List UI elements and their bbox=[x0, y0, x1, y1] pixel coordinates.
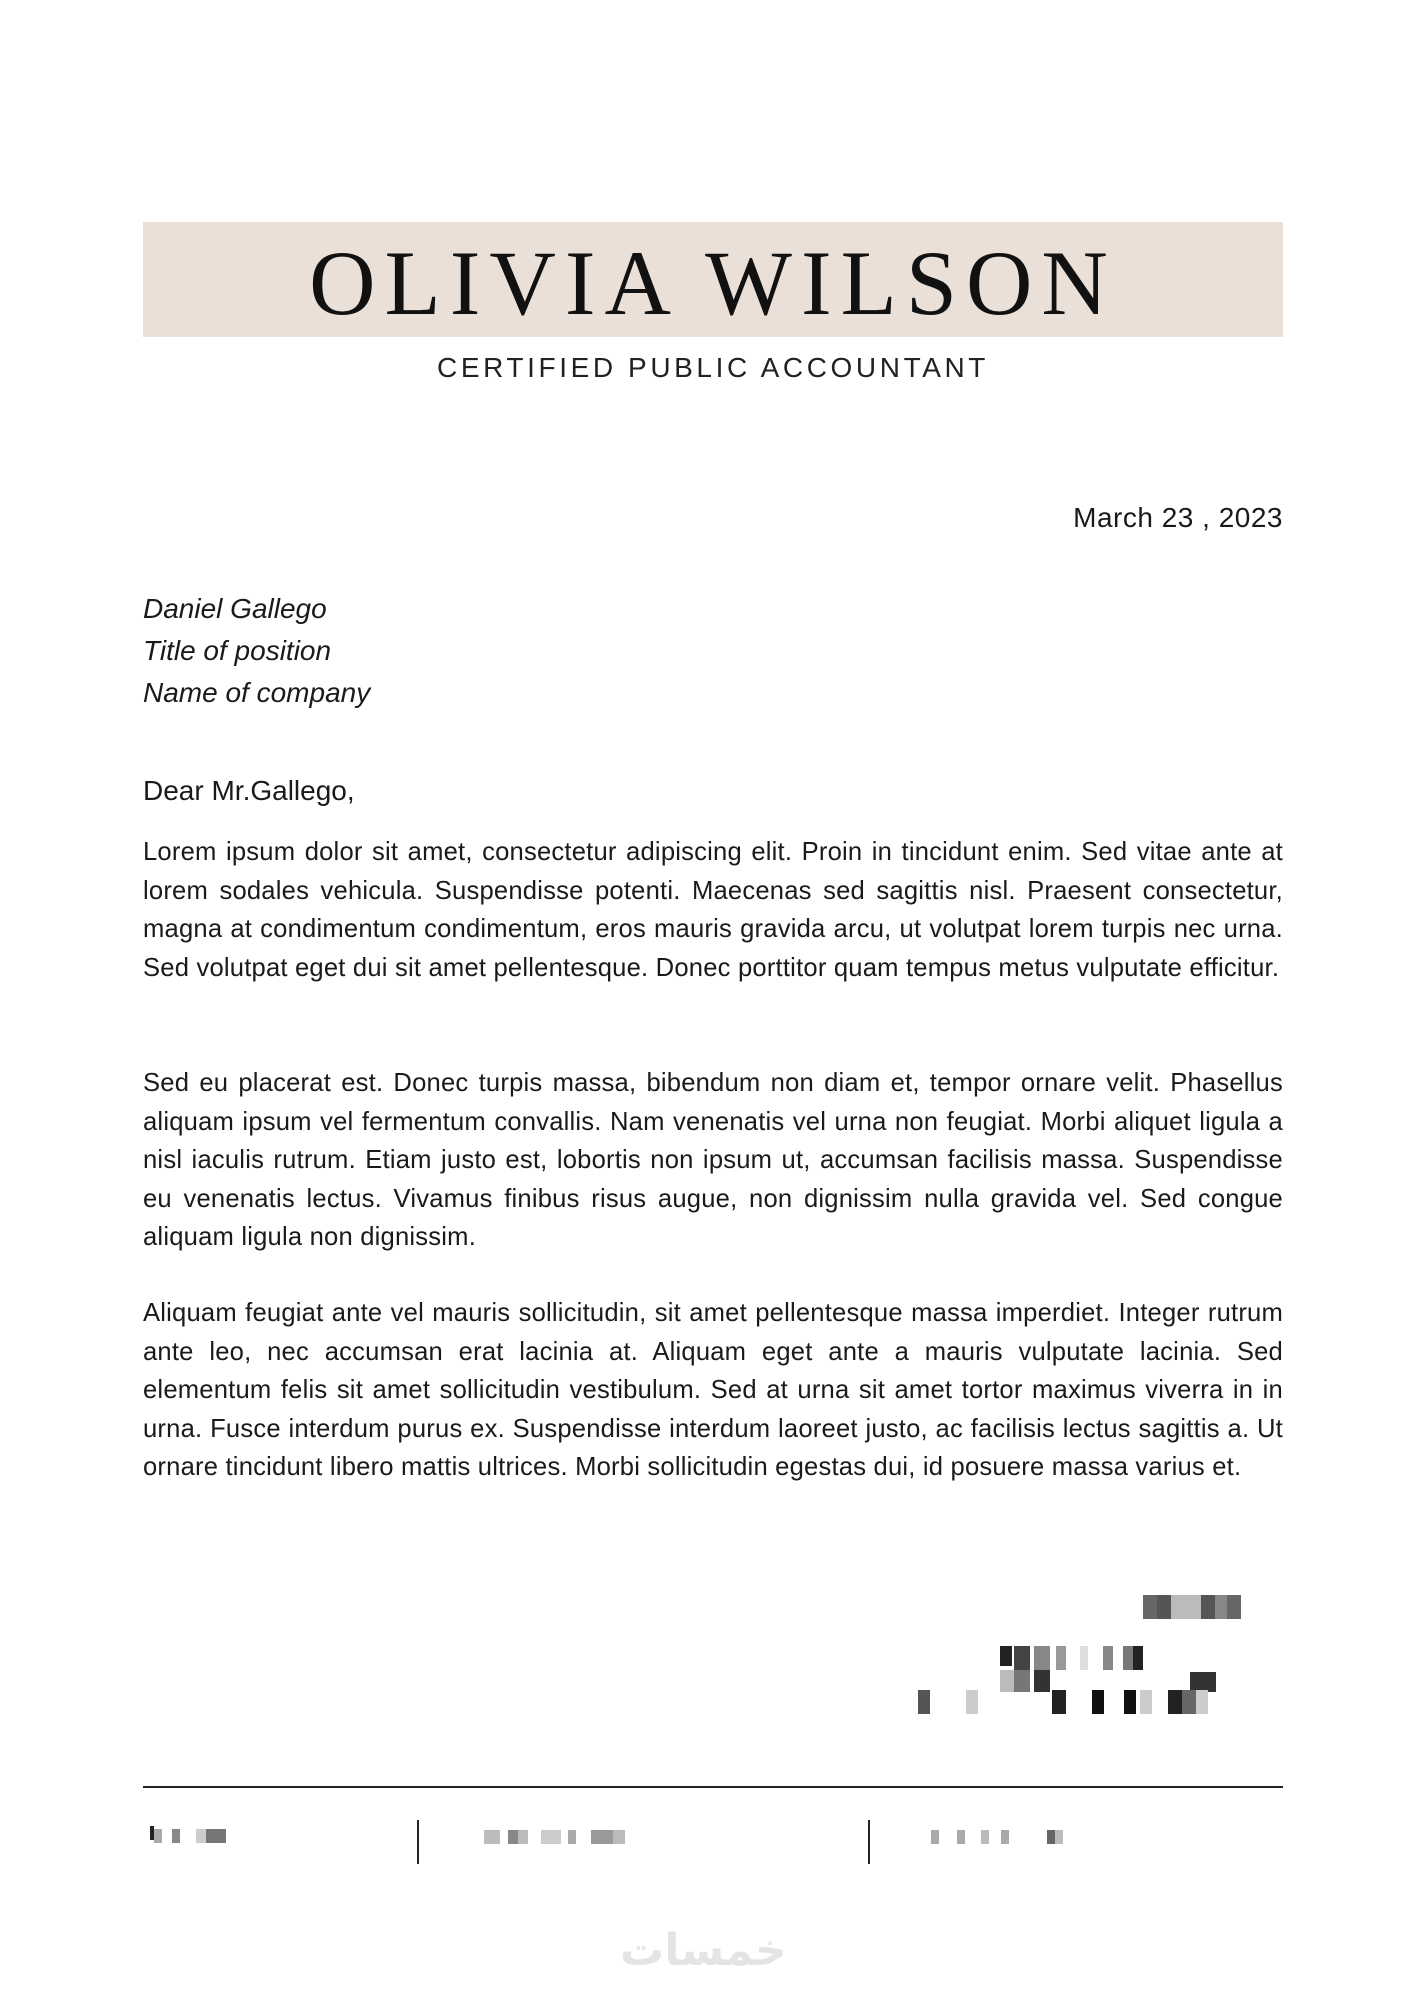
pixel-block bbox=[1201, 1595, 1215, 1619]
pixel-block bbox=[1227, 1595, 1241, 1619]
pixel-block bbox=[1215, 1595, 1227, 1619]
letter-date: March 23 , 2023 bbox=[1073, 502, 1283, 533]
pixel-block bbox=[591, 1830, 613, 1844]
pixel-block bbox=[957, 1830, 965, 1844]
recipient-position: Title of position bbox=[143, 635, 332, 666]
pixel-block bbox=[1055, 1830, 1063, 1844]
name-banner bbox=[143, 222, 1283, 337]
pixel-block bbox=[1092, 1690, 1104, 1714]
pixel-block bbox=[1182, 1690, 1196, 1714]
pixel-block bbox=[1014, 1670, 1030, 1692]
pixel-block bbox=[1034, 1646, 1050, 1670]
pixel-block bbox=[1000, 1646, 1012, 1666]
pixel-block bbox=[1171, 1595, 1201, 1619]
salutation: Dear Mr.Gallego, bbox=[143, 775, 355, 806]
footer-divider bbox=[143, 1786, 1283, 1788]
body-paragraph: Aliquam feugiat ante vel mauris sollicitudin, sit amet pellentesque massa imperdiet. Integer rutrum ante leo, nec accumsan erat lacinia at. Aliquam eget ante a mauris vulputate lacinia. Sed elementum felis sit amet sollicitudin vestibulum. Sed at urna sit amet tortor maximus viverra in in urna. Fusce interdum purus ex. Suspendisse interdum laoreet justo, ac facilisis lectus sagittis a. Ut ornare tincidunt libero mattis ultrices. Morbi sollicitudin egestas dui, id posuere massa varius et. bbox=[143, 1299, 1283, 1481]
pixel-block bbox=[206, 1829, 226, 1843]
pixel-block bbox=[1052, 1690, 1066, 1714]
footer-separator bbox=[868, 1820, 870, 1864]
recipient-name: Daniel Gallego bbox=[143, 593, 327, 624]
pixel-block bbox=[1001, 1830, 1009, 1844]
pixel-block bbox=[613, 1830, 625, 1844]
pixel-block bbox=[931, 1830, 939, 1844]
pixel-block bbox=[918, 1690, 930, 1714]
watermark-logo: خمسات bbox=[620, 1925, 787, 1976]
pixel-block bbox=[541, 1830, 561, 1844]
pixel-block bbox=[196, 1829, 206, 1843]
body-paragraph: Sed eu placerat est. Donec turpis massa, bibendum non diam et, tempor ornare velit. Phasellus aliquam ipsum vel fermentum convallis. Nam venenatis vel urna non feugiat. Morbi aliquet ligula a nisl iaculis rutrum. Etiam justo est, lobortis non ipsum ut, accumsan facilisis massa. Suspendisse eu venenatis lectus. Vivamus finibus risus augue, non dignissim nulla gravida vel. Sed congue aliquam ligula non dignissim. bbox=[143, 1069, 1283, 1251]
pixel-block bbox=[1196, 1690, 1208, 1714]
sender-title: CERTIFIED PUBLIC ACCOUNTANT bbox=[437, 352, 989, 383]
pixel-block bbox=[1080, 1646, 1088, 1670]
pixel-block bbox=[1123, 1646, 1133, 1670]
body-paragraph: Lorem ipsum dolor sit amet, consectetur adipiscing elit. Proin in tincidunt enim. Sed vitae ante at lorem sodales vehicula. Suspendisse potenti. Maecenas sed sagittis nisl. Praesent consectetur, magna at condimentum condimentum, eros mauris gravida arcu, ut volutpat lorem turpis nec urna. Sed volutpat eget dui sit amet pellentesque. Donec porttitor quam tempus metus vulputate efficitur. bbox=[143, 838, 1283, 982]
pixel-block bbox=[1133, 1646, 1143, 1670]
pixel-block bbox=[1103, 1646, 1113, 1670]
pixel-block bbox=[1056, 1646, 1066, 1670]
sender-name: OLIVIA WILSON bbox=[309, 231, 1117, 334]
pixel-block bbox=[1047, 1830, 1055, 1844]
pixel-block bbox=[1157, 1595, 1171, 1619]
pixel-block bbox=[172, 1829, 180, 1843]
pixel-block bbox=[1014, 1646, 1030, 1670]
pixel-block bbox=[1140, 1690, 1152, 1714]
pixel-block bbox=[154, 1829, 162, 1843]
pixel-block bbox=[1168, 1690, 1182, 1714]
recipient-block bbox=[143, 588, 370, 714]
pixel-block bbox=[568, 1830, 576, 1844]
footer-separator bbox=[417, 1820, 419, 1864]
pixel-block bbox=[966, 1690, 978, 1714]
pixel-block bbox=[518, 1830, 528, 1844]
pixel-block bbox=[981, 1830, 989, 1844]
pixel-block bbox=[1034, 1670, 1050, 1692]
pixel-block bbox=[508, 1830, 518, 1844]
pixel-block bbox=[1124, 1690, 1136, 1714]
pixel-block bbox=[1000, 1670, 1014, 1692]
pixel-block bbox=[1190, 1672, 1216, 1692]
recipient-company: Name of company bbox=[143, 677, 371, 708]
pixel-block bbox=[1143, 1595, 1157, 1619]
pixel-block bbox=[484, 1830, 500, 1844]
